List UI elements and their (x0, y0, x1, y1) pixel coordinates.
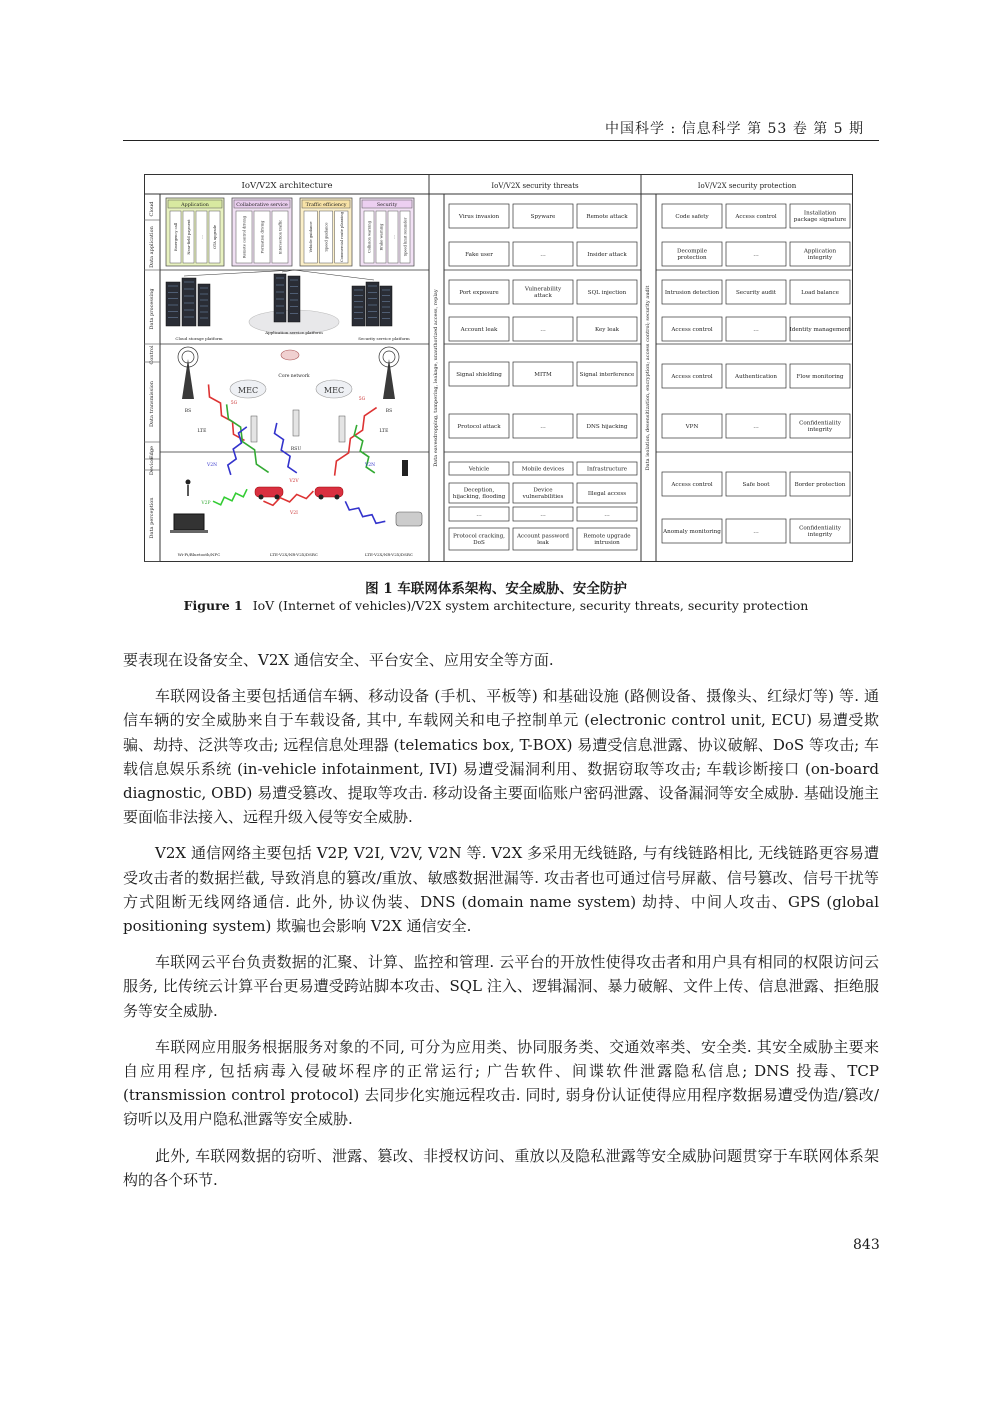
app-item-label: Collision warning (367, 221, 372, 253)
threat-label: intrusion (594, 540, 620, 547)
protection-label: Application (803, 248, 837, 255)
layer-label-0: Cloud (149, 201, 155, 217)
layer-label-3: Control (149, 345, 155, 365)
camera-icon (396, 512, 422, 526)
protection-label: integrity (807, 255, 833, 262)
protection-label: protection (677, 255, 707, 262)
v2n-label: V2N (364, 463, 376, 468)
rsu-label: RSU (290, 447, 302, 452)
paragraph: 车联网应用服务根据服务对象的不同, 可分为应用类、协同服务类、交通效率类、安全类. 其安全威胁主要来自应用程序, 包括病毒入侵破坏程序的正常运行; 广告软件、间谍软件泄露隐私信息; DNS 投毒、TCP (transmission control protocol) 去同步化实施远程攻击. 同时, 弱身份认证使得应用程序数据易遭受伪造/篡改/窃听以及用户隐私泄露等安全威胁. (123, 1037, 879, 1129)
threat-label: … (540, 511, 546, 518)
threat-label: Account leak (460, 326, 498, 333)
bs-label: BS (184, 409, 192, 414)
app-item-label: Remote control driving (242, 215, 247, 259)
protection-label: Access control (671, 326, 713, 333)
wheel (335, 495, 340, 500)
protection-label: Access control (671, 373, 713, 380)
v2v-label: V2V (289, 479, 299, 484)
v2i-label: V2I (290, 511, 298, 516)
threat-label: leak (537, 540, 549, 547)
threat-label: Remote upgrade (583, 533, 631, 540)
wireless-link (345, 501, 385, 523)
paragraph: 此外, 车联网数据的窃听、泄露、篡改、非授权访问、重放以及隐私泄露等安全威胁问题贯穿于车联网体系架构的各个环节. (123, 1146, 879, 1189)
app-item-label: Emergency call (174, 222, 178, 252)
threat-label: Fake user (465, 251, 493, 258)
pedestrian-icon (186, 480, 191, 485)
threat-label: Device (533, 487, 553, 494)
server-rack (288, 276, 300, 322)
laptop-base (170, 530, 208, 533)
threat-label: Remote attack (586, 213, 628, 220)
threat-label: hijacking, flooding (452, 494, 506, 501)
platform-label-2: Security service platform (358, 336, 410, 341)
core-network-label: Core network (278, 374, 310, 379)
figure-diagram (144, 174, 853, 562)
architecture-panel-title: IoV/V2X architecture (241, 181, 333, 191)
rsu-icon (339, 416, 345, 442)
threat-label: Protocol attack (457, 423, 501, 430)
app-group-title-0: Application (181, 203, 209, 208)
threat-label: Signal shielding (456, 371, 502, 378)
paragraph: 车联网设备主要包括通信车辆、移动设备 (手机、平板等) 和基础设施 (路侧设备、摄像头、红绿灯等) 等. 通信车辆的安全威胁来自于车载设备, 其中, 车载网关和电子控制单元 (electronic control unit, ECU) 易遭受欺骗、劫持、泛洪等攻击; 远程信息处理器 (telematics box, T-BOX) 易遭受信息泄露、协议破解、DoS 等攻击; 车载信息娱乐系统 (in-vehicle infotainment, IVI) 易遭受漏洞利用、数据窃取等攻击; 车载诊断接口 (on-board diagnostic, OBD) 易遭受篡改、提取等攻击. 移动设备主要面临账户密码泄露、设备漏洞等安全威胁. 基础设施主要面临非法接入、远程升级入侵等安全威胁. (123, 687, 879, 827)
protection-label: Confidentiality (799, 420, 841, 427)
wheel (259, 495, 264, 500)
figure-caption-zh: 图 1 车联网体系架构、安全威胁、安全防护 (365, 581, 627, 597)
base-station-icon (182, 359, 194, 399)
router-icon (281, 350, 299, 360)
bs-label: BS (385, 409, 393, 414)
server-rack (366, 282, 379, 326)
protection-label: … (753, 423, 759, 430)
label-5g: 5G (230, 401, 238, 406)
paragraph: 要表现在设备安全、V2X 通信安全、平台安全、应用安全等方面. (123, 651, 554, 669)
app-item-label: Vehicle guidance (309, 221, 314, 253)
threat-label: Protocol cracking, (453, 533, 505, 540)
mec-label: MEC (323, 386, 345, 395)
app-group-title-2: Traffic efficiency (305, 203, 347, 208)
protection-label: Border protection (794, 481, 846, 488)
server-rack (380, 286, 392, 326)
protection-label: … (753, 251, 759, 258)
threat-label: Spyware (530, 213, 556, 220)
figure-1 (144, 174, 853, 562)
app-item-label: … (200, 235, 204, 239)
flow-arrow (294, 270, 374, 280)
threat-label: Mobile devices (521, 466, 565, 473)
threat-label: Vehicle (468, 466, 490, 473)
protection-label: Load balance (801, 289, 839, 296)
protection-label: Decompile (676, 248, 708, 255)
protection-label: Intrusion detection (664, 289, 720, 296)
server-rack (166, 282, 180, 326)
threat-label: Port exposure (459, 289, 499, 296)
app-item-label: Intersection traffic (278, 219, 283, 255)
server-rack (352, 286, 365, 326)
protection-label: Anomaly monitoring (663, 528, 721, 535)
threat-label: Account password (517, 533, 569, 540)
layer-label-1: Data application (149, 226, 155, 268)
threat-label: Key leak (594, 326, 620, 333)
device-label-1: LTE-V2X/NR-V2X/DSRC (270, 552, 318, 557)
threat-label: … (540, 423, 546, 430)
threat-label: Illegal access (587, 490, 627, 497)
threat-label: MITM (534, 371, 552, 378)
layer-label-5: Edge (149, 445, 155, 460)
app-item-label: Commercial route planning (339, 211, 344, 263)
app-item-label: … (391, 235, 396, 239)
app-item-label: Near-field payment (187, 219, 191, 255)
app-group-title-3: Security (376, 203, 398, 208)
protection-label: Identity management (789, 326, 851, 333)
server-rack (274, 274, 286, 322)
device-label-2: LTE-V2X/NR-V2X/DSRC (365, 552, 413, 557)
protection-label: Flow monitoring (796, 373, 844, 380)
laptop-icon (174, 514, 204, 530)
protection-label: Safe boot (742, 481, 770, 488)
protection-label: Authentication (735, 373, 777, 380)
protection-label: Installation (803, 210, 837, 217)
app-item-label: Brake warning (379, 223, 384, 251)
threat-label: SQL injection (587, 289, 627, 296)
body-text (123, 648, 879, 1204)
app-item-label: Speed guidance (324, 222, 329, 252)
threat-label: … (540, 326, 546, 333)
threats-panel-title: IoV/V2X security threats (491, 182, 579, 190)
app-item-label: Speed limit reminder (403, 217, 408, 257)
threat-label: attack (534, 293, 552, 300)
journal-header: 中国科学 : 信息科学 第 53 卷 第 5 期 (605, 121, 865, 137)
protection-label: Security audit (735, 289, 777, 296)
rsu-icon (293, 410, 299, 436)
platform-label-1: Application service platform (265, 330, 323, 335)
label-lte: LTE (197, 429, 207, 434)
platform-label-0: Cloud storage platform (175, 336, 223, 341)
layer-label-2: Data processing (149, 288, 155, 330)
protection-panel-title: IoV/V2X security protection (697, 182, 797, 190)
app-item-label: Formation driving (260, 220, 265, 254)
protection-label: Confidentiality (799, 525, 841, 532)
protection-label: Access control (671, 481, 713, 488)
layer-label-4: Data transmission (149, 380, 155, 428)
threat-label: Vulnerability (524, 286, 562, 293)
threat-side-label: Data eavesdropping, tampering, leakage, unauthorized access, replay (433, 289, 439, 467)
label-5g: 5G (358, 397, 366, 402)
mec-label: MEC (237, 386, 259, 395)
protection-label: package signature (793, 217, 847, 224)
threat-label: Signal interference (579, 371, 635, 378)
wireless-link (228, 427, 247, 475)
threat-label: Virus invasion (458, 213, 500, 220)
threat-label: DoS (473, 540, 485, 547)
protection-side-label: Data isolation, desensitization, encryption; access control; security audit (645, 285, 651, 471)
protection-label: Access control (735, 213, 777, 220)
wheel (275, 495, 280, 500)
protection-label: … (753, 528, 759, 535)
server-rack (182, 278, 196, 326)
app-item-label: OTA upgrade (213, 224, 217, 250)
figure-caption-label: Figure 1 (183, 598, 243, 613)
v2n-label: V2N (206, 463, 218, 468)
layer-label-6: Device (149, 457, 155, 476)
device-label-0: Wi-Fi/Bluetooth/NFC (177, 552, 221, 557)
server-rack (198, 284, 210, 326)
app-group-title-1: Collaborative service (236, 203, 288, 208)
rsu-icon (251, 416, 257, 442)
threat-label: … (540, 251, 546, 258)
threat-label: Infrastructure (586, 466, 628, 473)
wheel (319, 495, 324, 500)
page-number: 843 (853, 1237, 880, 1253)
protection-label: integrity (807, 532, 833, 539)
label-lte: LTE (379, 429, 389, 434)
base-station-icon (383, 359, 395, 399)
protection-label: integrity (807, 427, 833, 434)
threat-label: Insider attack (587, 251, 627, 258)
traffic-light-icon (402, 460, 408, 476)
threat-label: … (476, 511, 482, 518)
threat-label: Deception, (463, 487, 495, 494)
header-rule (123, 140, 879, 141)
threat-label: DNS hijacking (586, 423, 628, 430)
layer-label-7: Data perception (149, 497, 155, 539)
v2p-label: V2P (201, 501, 211, 506)
figure-caption-en (0, 598, 992, 613)
protection-label: … (753, 326, 759, 333)
threat-label: … (604, 511, 610, 518)
protection-label: Code safety (675, 213, 709, 220)
protection-label: VPN (685, 423, 699, 430)
wireless-link (213, 489, 247, 505)
paragraph: 车联网云平台负责数据的汇聚、计算、监控和管理. 云平台的开放性使得攻击者和用户具有相同的权限访问云服务, 比传统云计算平台更易遭受跨站脚本攻击、SQL 注入、逻辑漏洞、暴力破解、文件上传、信息泄露、拒绝服务等安全威胁. (123, 953, 879, 1020)
figure-caption-text: IoV (Internet of vehicles)/V2X system architecture, security threats, security protection (252, 598, 809, 613)
paragraph: V2X 通信网络主要包括 V2P, V2I, V2V, V2N 等. V2X 多采用无线链路, 与有线链路相比, 无线链路更容易遭受攻击者的数据拦截, 导致消息的篡改/重放、敏感数据泄漏等. 攻击者也可通过信号屏蔽、信号篡改、信号干扰等方式阻断无线网络通信. 此外, 协议伪装、DNS (domain name system) 劫持、中间人攻击、GPS (global positioning system) 欺骗也会影响 V2X 通信安全. (123, 844, 879, 936)
threat-label: vulnerabilities (522, 494, 564, 501)
